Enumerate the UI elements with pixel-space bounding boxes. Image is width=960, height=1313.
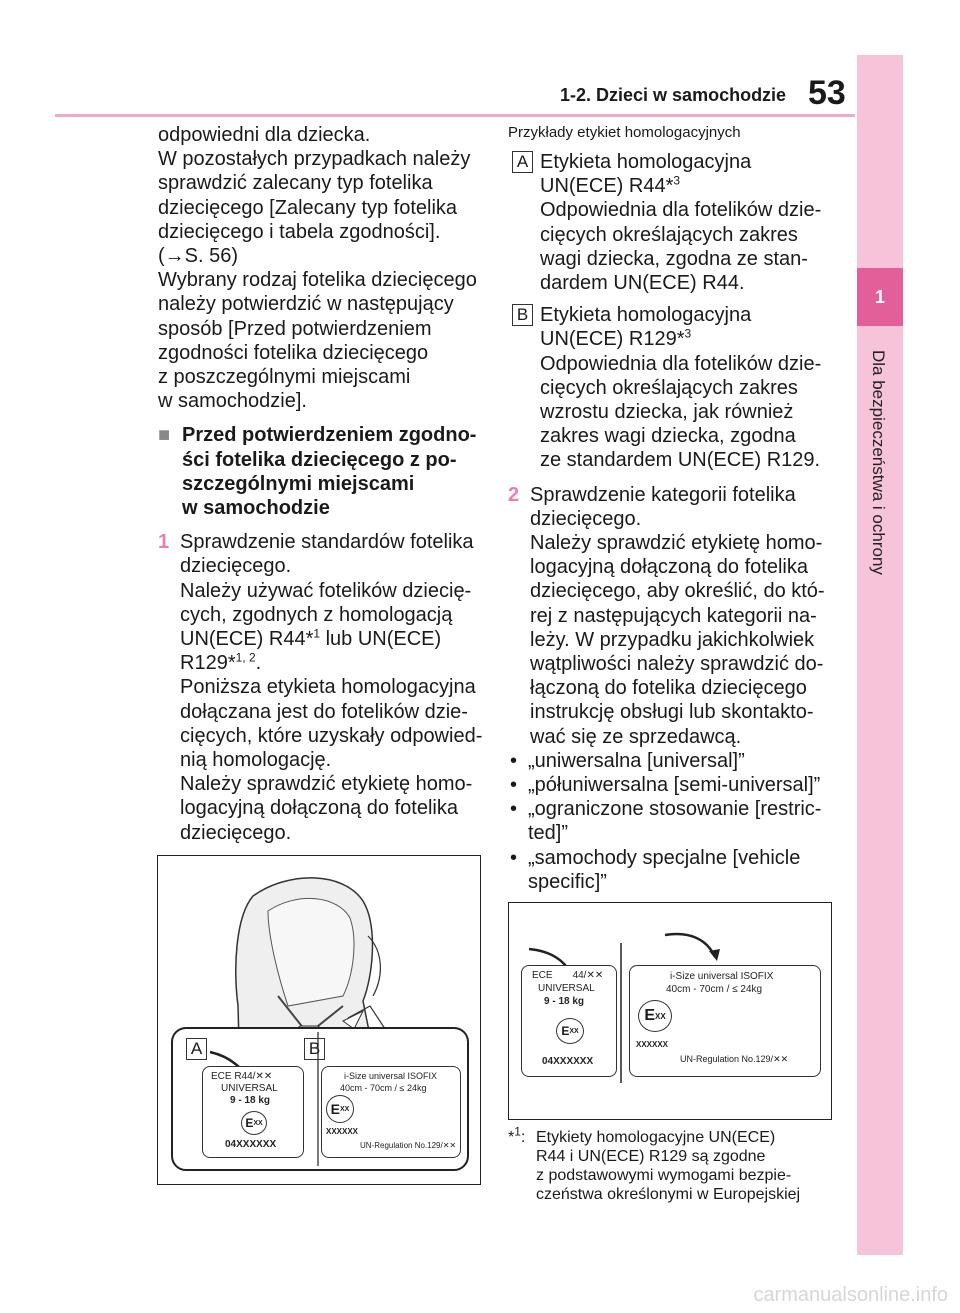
- text: UN(ECE) R129*: [540, 328, 685, 351]
- text-line: logacyjną dołączoną do fotelika: [180, 797, 458, 820]
- heading-line: szczególnymi miejscami: [182, 472, 415, 495]
- text-line: [180, 651, 488, 675]
- text: XX: [655, 1011, 666, 1021]
- r129-label-card: [321, 1066, 461, 1158]
- text-line: dziecięcego [Zalecany typ fotelika: [158, 196, 458, 219]
- text-line: W pozostałych przypadkach należy: [158, 148, 471, 171]
- text: UN(ECE) R44*: [180, 628, 314, 651]
- r129-line1: i-Size universal ISOFIX: [670, 971, 774, 982]
- text: ECE: [532, 970, 553, 981]
- text-line: cięcych określających zakres: [540, 223, 798, 246]
- text-line: dziecięcego.: [180, 821, 292, 844]
- text-line: „samochody specjalne [vehicle: [528, 846, 801, 869]
- item-letter-a: A: [512, 151, 533, 173]
- text-line: zakres wagi dziecka, zgodna: [540, 425, 796, 448]
- footnote-ref: 1, 2: [235, 650, 256, 665]
- text-line: [540, 174, 848, 198]
- text-line: Poniższa etykieta homologacyjna: [180, 676, 476, 699]
- text-line: logacyjną dołączoną do fotelika: [530, 556, 808, 579]
- text-line: wzrostu dziecka, jak również: [540, 401, 794, 424]
- text-line: ted]”: [528, 822, 569, 845]
- examples-title: Przykłady etykiet homologacyjnych: [508, 124, 741, 141]
- text-line: Sprawdzenie standardów fotelika: [180, 531, 474, 554]
- figure-car-seat: [157, 855, 481, 1185]
- text-line: leży. W przypadku jakichkolwiek: [530, 628, 815, 651]
- chapter-label: Dla bezpieczeństwa i ochrony: [869, 350, 888, 575]
- e-mark-icon: [638, 1000, 672, 1032]
- heading-marker: ■: [158, 424, 171, 447]
- section-heading: [158, 423, 488, 520]
- text: *: [508, 1129, 515, 1146]
- text: ECE R44/: [211, 1071, 256, 1082]
- r44-line2: UNIVERSAL: [221, 1083, 278, 1094]
- step-number: 1: [158, 531, 170, 554]
- text: .: [255, 652, 262, 675]
- text-line: Etykieta homologacyjna: [540, 151, 752, 173]
- text: ✕✕: [586, 970, 604, 981]
- text-line: Etykiety homologacyjne UN(ECE): [536, 1129, 776, 1146]
- r129-line2: 40cm - 70cm / ≤ 24kg: [666, 984, 763, 995]
- text-line: dardem UN(ECE) R44.: [540, 272, 745, 295]
- label-item-a: [508, 150, 848, 295]
- r129-code: XXXXXX: [326, 1127, 359, 1136]
- text: XX: [340, 1105, 350, 1113]
- text-line: z poszczególnymi miejscami: [158, 366, 411, 389]
- text: XX: [253, 1119, 263, 1127]
- text-line: [180, 627, 488, 651]
- text: XX: [569, 1027, 579, 1035]
- text: R129*: [180, 652, 236, 675]
- text-line: cych, zgodnych z homologacją: [180, 603, 453, 626]
- header-divider: [55, 114, 855, 117]
- text-line: instrukcję obsługi lub skontakto-: [530, 701, 814, 724]
- r129-label-card: [629, 965, 821, 1077]
- text-line: „ograniczone stosowanie [restric-: [528, 798, 822, 821]
- text-line: Odpowiednia dla fotelików dzie-: [540, 352, 822, 375]
- text-line: w samochodzie].: [158, 390, 307, 413]
- text-line: zgodności fotelika dziecięcego: [158, 341, 429, 364]
- r129-line1: i-Size universal ISOFIX: [344, 1071, 438, 1081]
- text: E: [330, 1101, 340, 1117]
- text: E: [561, 1024, 570, 1038]
- text-line: Sprawdzenie kategorii fotelika: [530, 483, 796, 506]
- figure-label-examples: [508, 902, 832, 1120]
- r44-line2: UNIVERSAL: [538, 983, 595, 994]
- watermark: carmanualsonline.info: [753, 1284, 948, 1306]
- text-line: należy potwierdzić w następujący: [158, 293, 454, 316]
- text-line: dziecięcego, aby określić, do któ-: [530, 580, 825, 603]
- text-line: Należy sprawdzić etykietę homo-: [530, 532, 823, 555]
- bullet: •: [510, 846, 518, 869]
- list-item: [508, 797, 848, 845]
- text: ✕✕: [442, 1141, 457, 1150]
- bullet: •: [510, 774, 518, 797]
- text-line: sprawdzić zalecany typ fotelika: [158, 172, 433, 195]
- chapter-side-tab: [857, 55, 903, 1255]
- text-line: dołączana jest do fotelików dzie-: [180, 700, 468, 723]
- r129-reg: [680, 1054, 788, 1065]
- text-line: sposób [Przed potwierdzeniem: [158, 317, 432, 340]
- text-line: Należy używać fotelików dziecię-: [180, 579, 472, 602]
- text-line: Odpowiednia dla fotelików dzie-: [540, 199, 822, 222]
- label-letter-a: A: [186, 1038, 207, 1060]
- intro-paragraph: [158, 123, 488, 413]
- text: E: [644, 1007, 655, 1024]
- text-line: dziecięcego i tabela zgodności].: [158, 220, 441, 243]
- text-line: nią homologację.: [180, 749, 332, 772]
- heading-line: Przed potwierdzeniem zgodno-: [182, 424, 477, 447]
- text-line: Wybrany rodzaj fotelika dziecięcego: [158, 269, 477, 292]
- e-mark-icon: [326, 1095, 354, 1123]
- text-line: wagi dziecka, zgodna ze stan-: [540, 247, 808, 270]
- text: UN(ECE) R44*: [540, 175, 674, 198]
- footnote-mark: *$^1$:: [508, 1124, 526, 1146]
- bullet: •: [510, 749, 518, 772]
- footnote-ref: 3: [673, 173, 681, 188]
- step-2: [508, 483, 848, 749]
- step-number: 2: [508, 483, 520, 506]
- text-line: Etykieta homologacyjna: [540, 304, 752, 327]
- r44-code: 04XXXXXX: [225, 1139, 277, 1150]
- list-item: [508, 773, 848, 797]
- r129-line2: 40cm - 70cm / ≤ 24kg: [340, 1083, 427, 1093]
- step-1: [158, 530, 488, 845]
- section-title: 1-2. Dzieci w samochodzie: [560, 85, 787, 105]
- list-item: [508, 846, 848, 894]
- text-line: rej z następujących kategorii na-: [530, 604, 817, 627]
- r44-label-card: [521, 965, 617, 1077]
- text: lub UN(ECE): [320, 628, 442, 651]
- list-item: [508, 749, 848, 773]
- footnote-body: [508, 1124, 838, 1204]
- heading-line: ści fotelika dziecięcego z po-: [182, 448, 457, 471]
- text-line: dziecięcego.: [180, 555, 292, 578]
- text: ✕✕: [773, 1054, 789, 1064]
- footnote: [508, 1124, 838, 1204]
- text-line: wać się ze sprzedawcą.: [530, 725, 742, 748]
- r44-line1: [211, 1071, 272, 1082]
- e-mark-icon: [241, 1111, 267, 1135]
- text-line: czeństwa określonymi w Europejskiej: [536, 1186, 801, 1203]
- r44-code: 04XXXXXX: [542, 1056, 594, 1067]
- text-line: [540, 327, 848, 351]
- category-list: [508, 749, 848, 894]
- right-column: [508, 123, 848, 894]
- label-letter-b: B: [304, 1038, 325, 1060]
- r44-label-card: [202, 1066, 304, 1158]
- footnote-ref: 1: [514, 1124, 521, 1139]
- item-letter-b: B: [512, 304, 533, 326]
- text: 44/: [572, 970, 587, 981]
- e-mark-icon: [556, 1018, 584, 1044]
- text-line: z podstawowymi wymogami bezpie-: [536, 1167, 792, 1184]
- text-line: łączoną do fotelika dziecięcego: [530, 677, 807, 700]
- page-number: 53: [808, 74, 846, 112]
- text: UN-Regulation No.129/: [360, 1141, 443, 1150]
- r129-code: XXXXXX: [636, 1040, 669, 1049]
- r44-line3: 9 - 18 kg: [544, 996, 585, 1007]
- text-line: cięcych określających zakres: [540, 376, 798, 399]
- text-line: specific]”: [528, 870, 607, 893]
- text-line: wątpliwości należy sprawdzić do-: [530, 653, 824, 676]
- page-reference: (→S. 56): [158, 245, 239, 268]
- heading-line: w samochodzie: [182, 497, 330, 520]
- text: E: [245, 1116, 254, 1130]
- text-line: R44 i UN(ECE) R129 są zgodne: [536, 1148, 766, 1165]
- left-column: [158, 123, 488, 845]
- r129-reg: [360, 1141, 456, 1150]
- label-item-b: [508, 303, 848, 472]
- text-line: „półuniwersalna [semi-universal]”: [528, 774, 821, 797]
- chapter-number: 1: [857, 268, 903, 326]
- r44-line3: 9 - 18 kg: [230, 1095, 271, 1106]
- bullet: •: [510, 798, 518, 821]
- text-line: Należy sprawdzić etykietę homo-: [180, 773, 473, 796]
- text-line: dziecięcego.: [530, 507, 642, 530]
- text: ✕✕: [255, 1071, 273, 1082]
- text-line: cięcych, które uzyskały odpowied-: [180, 724, 483, 747]
- text-line: odpowiedni dla dziecka.: [158, 124, 371, 146]
- footnote-ref: 3: [684, 326, 692, 341]
- r44-line1: [532, 970, 603, 981]
- footnote-ref: 1: [313, 626, 321, 641]
- text: UN-Regulation No.129/: [680, 1054, 774, 1064]
- text-line: ze standardem UN(ECE) R129.: [540, 449, 821, 472]
- text-line: „uniwersalna [universal]”: [528, 749, 745, 772]
